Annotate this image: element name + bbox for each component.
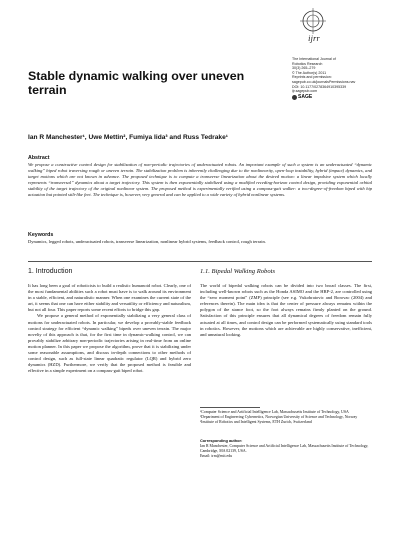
affiliation-item: ³Institute of Robotics and Intelligent Systems, ETH Zurich, Switzerland	[200, 420, 312, 425]
intro-paragraph: It has long been a goal of roboticists to build a realistic humanoid robot. Clearly, one of the most fundamental abilities such a robot must have is to walk around its environment in a stable, efficient, and naturalistic manner. When one examines the current state of the art, it seems that one can have either stability and versatility or efficiency and naturalism, but not all four. This paper reports some recent efforts to bridge this gap.	[28, 283, 191, 313]
publisher-logo	[292, 94, 312, 100]
keywords-heading: Keywords	[28, 232, 54, 238]
subsection-heading: 1.1. Bipedal Walking Robots	[200, 268, 276, 275]
intro-paragraph: We propose a general method of exponentially stabilizing a very general class of motions for underactuated robots. In particular, we develop a provably-stable feedback control strategy for efficient “dynamic walking” bipeds over uneven terrain. The major novelty of this approach is that, for the first time in dynamic-walking control, we can provably stabilize arbitrary non-periodic trajectories arising in real-time from an online motion planner. In this paper we propose the algorithm, prove that it is stabilizing under some reasonable assumptions, and discuss in-depth connections to other methods of control design, such as full-state linear quadratic regulator (LQR) and hybrid zero dynamics (HZD). Furthermore, we verify that the proposed method is feasible and effective in a simple experiment on a compass-gait biped robot.	[28, 313, 191, 374]
sage-seal-icon	[292, 95, 297, 100]
publisher-name: SAGE	[298, 94, 313, 100]
abstract-text: We propose a constructive control design for stabilization of non-periodic trajectories of underactuated robots. An important example of such a system is an underactuated “dynamic walking” biped robot traversing rough or uneven terrain. The stabilization problem is inherently challenging due to the nonlinearity, open-loop instability, hybrid (impact) dynamics, and target motions which are not known in advance. The proposed technique is to compute a transverse linearization about the desired motion: a linear impulsive system which locally represents “transversal” dynamics about a target trajectory. This system is then exponentially stabilized using a modified receding-horizon control design, providing exponential orbital stability of the target trajectory of the original nonlinear system. The proposed method is experimentally verified using a compass-gait walker: a two-degree-of-freedom biped with hip actuation but pointed stilt-like feet. The technique is, however, very general and can be applied to a wide variety of hybrid nonlinear systems.	[28, 162, 372, 198]
journal-info-line: sagepub.co.uk/journalsPermissions.nav	[292, 79, 356, 84]
abstract-heading: Abstract	[28, 155, 50, 161]
journal-info-line: Reprints and permission:	[292, 75, 332, 80]
journal-info	[292, 57, 397, 94]
corresponding-email: Email: irm@mit.edu	[200, 454, 233, 459]
intro-heading: 1. Introduction	[28, 268, 73, 275]
journal-info-line: Robotics Research	[292, 61, 323, 66]
paper-title: Stable dynamic walking over uneven terrain	[28, 69, 245, 97]
journal-info-line: DOI: 10.1177/0278364910395339	[292, 84, 347, 89]
affiliations	[200, 410, 372, 425]
journal-info-line: The International Journal of	[292, 57, 336, 61]
intro-column	[28, 283, 191, 374]
bipedal-paragraph: The world of bipedal walking robots can be divided into two broad classes. The first, including well-known robots such as the Honda ASIMO and the HRP-2, are controlled using the “zero moment point” (ZMP) principle (see e.g. Vukobratovic and Borovac (2004) and references therein). The main idea is that the center of pressure always remains within the polygon of the stance foot, so the foot always remains firmly planted on the ground. Satisfaction of this principle ensures that all dynamical degrees of freedom remain fully actuated at all times, and control design can be performed systematically using standard tools in robotics. However, the motions which are achievable are highly conservative, inefficient, and unnatural looking.	[200, 283, 372, 337]
corresponding-author	[200, 438, 372, 459]
footnote-divider	[200, 407, 260, 408]
journal-info-line: 30(3) 265–279	[292, 66, 316, 71]
journal-info-line: © The Author(s) 2011	[292, 70, 327, 75]
section-divider	[28, 261, 372, 262]
bipedal-column	[200, 283, 372, 338]
corresponding-text: Ian R Manchester, Computer Science and Artificial Intelligence Lab, Massachusetts Institute of Technology, Cambridge, MA 02139, USA.	[200, 444, 369, 454]
journal-logo-icon	[300, 6, 326, 36]
affiliation-item: ²Department of Engineering Cybernetics, Norwegian University of Science and Technology, Norway	[200, 415, 358, 420]
corresponding-heading: Corresponding author:	[200, 438, 243, 443]
journal-info-line: ijr.sagepub.com	[292, 89, 318, 94]
affiliation-item: ¹Computer Science and Artificial Intelligence Lab, Massachusetts Institute of Technology, USA	[200, 410, 349, 414]
journal-logo-text: ijrr	[308, 34, 320, 43]
author-list: Ian R Manchester¹, Uwe Mettin², Fumiya Iida³ and Russ Tedrake¹	[28, 134, 228, 141]
keywords-text: Dynamics, legged robots, underactuated robots, transverse linearization, nonlinear hybrid systems, feedback control, rough terrain.	[28, 239, 266, 244]
